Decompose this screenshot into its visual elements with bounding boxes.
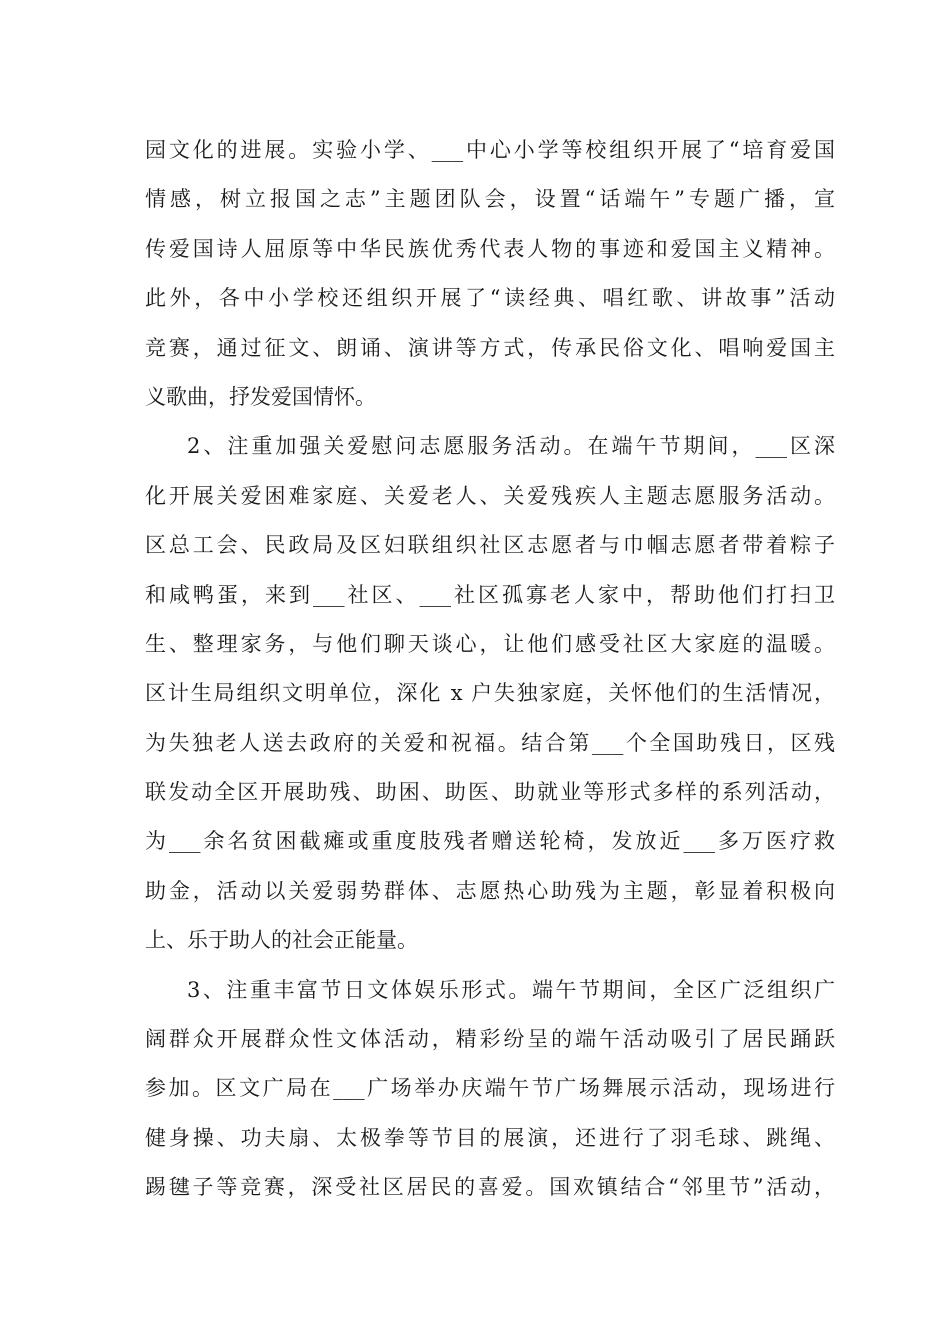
text-line: 情感，树立报国之志”主题团队会，设置“话端午”专题广播，宣 [145,187,835,212]
text-line: 化开展关爱困难家庭、关爱老人、关爱残疾人主题志愿服务活动。 [145,483,835,508]
text-line: 区总工会、民政局及区妇联组织社区志愿者与巾帼志愿者带着粽子 [145,533,835,558]
text-line: 3、注重丰富节日文体娱乐形式。端午节期间，全区广泛组织广 [187,977,835,1002]
text-line: 和咸鸭蛋，来到___社区、___社区孤寡老人家中，帮助他们打扫卫 [145,582,835,607]
text-line: 参加。区文广局在___广场举办庆端午节广场舞展示活动，现场进行 [145,1076,835,1101]
text-line: 上、乐于助人的社会正能量。 [145,928,418,953]
text-line: 为___余名贫困截瘫或重度肢残者赠送轮椅，发放近___多万医疗救 [145,829,835,854]
text-line: 助金，活动以关爱弱势群体、志愿热心助残为主题，彰显着积极向 [145,878,835,903]
text-line: 义歌曲，抒发爱国情怀。 [145,384,376,409]
text-line: 区计生局组织文明单位，深化 x 户失独家庭，关怀他们的生活情况， [145,681,835,706]
text-line: 踢毽子等竞赛，深受社区居民的喜爱。国欢镇结合“邻里节”活动， [145,1175,835,1200]
document-body [145,126,835,1213]
text-line: 为失独老人送去政府的关爱和祝福。结合第___个全国助残日，区残 [145,730,835,755]
text-line: 生、整理家务，与他们聊天谈心，让他们感受社区大家庭的温暖。 [145,631,835,656]
text-line: 传爱国诗人屈原等中华民族优秀代表人物的事迹和爱国主义精神。 [145,236,835,261]
text-line: 竞赛，通过征文、朗诵、演讲等方式，传承民俗文化、唱响爱国主 [145,335,835,360]
text-line: 2、注重加强关爱慰问志愿服务活动。在端午节期间，___区深 [187,434,835,459]
text-line: 阔群众开展群众性文体活动，精彩纷呈的端午活动吸引了居民踊跃 [145,1027,835,1052]
text-line: 联发动全区开展助残、助困、助医、助就业等形式多样的系列活动， [145,780,835,805]
text-line: 健身操、功夫扇、太极拳等节目的展演，还进行了羽毛球、跳绳、 [145,1125,835,1150]
text-line: 园文化的进展。实验小学、___中心小学等校组织开展了“培育爱国 [145,138,835,162]
text-line: 此外，各中小学校还组织开展了“读经典、唱红歌、讲故事”活动 [145,286,835,311]
